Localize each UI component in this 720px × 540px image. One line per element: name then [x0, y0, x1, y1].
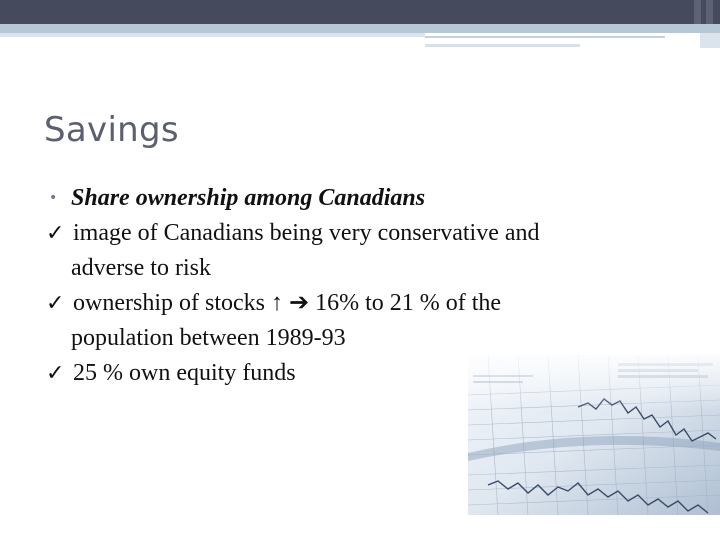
bullet-heading — [49, 181, 692, 216]
check-icon: ✓ — [46, 221, 65, 246]
list-item-continuation: population between 1989-93 — [71, 325, 346, 351]
stock-chart-image — [468, 355, 720, 515]
list-item — [46, 216, 692, 251]
decor-rule — [0, 33, 425, 37]
slide-title: Savings — [44, 110, 179, 150]
decor-rule — [0, 24, 720, 33]
top-banner — [0, 0, 720, 24]
top-banner-tab — [694, 0, 701, 24]
heading-text: Share ownership among Canadians — [71, 185, 426, 211]
bullet-dot-icon: • — [49, 190, 58, 206]
top-banner-tab — [706, 0, 713, 24]
item-text: ownership of stocks ↑ ➔ 16% to 21 % of the — [73, 290, 502, 316]
item-text: 25 % own equity funds — [73, 360, 296, 386]
decor-rule — [425, 36, 665, 38]
check-icon: ✓ — [46, 361, 65, 386]
list-item-continuation: adverse to risk — [71, 255, 211, 281]
list-item — [46, 286, 692, 321]
decor-rule — [700, 33, 720, 48]
decor-rule — [425, 44, 580, 47]
check-icon: ✓ — [46, 291, 65, 316]
item-text: image of Canadians being very conservative and — [73, 220, 540, 246]
